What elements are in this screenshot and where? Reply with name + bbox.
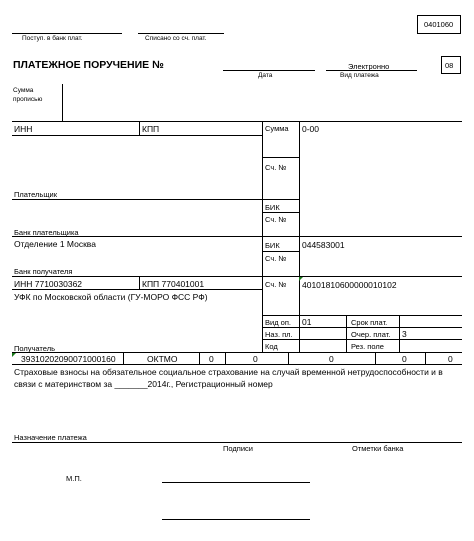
payer-kpp-label: КПП [142, 124, 160, 134]
amount-words-label: Сумма прописью [13, 87, 43, 103]
signature-line-2 [162, 519, 310, 520]
stamp-label: М.П. [66, 474, 82, 483]
reserve-label: Рез. поле [351, 342, 384, 351]
payer-inn-label: ИНН [14, 124, 33, 134]
grid-line-payer-bottom [12, 199, 300, 200]
payer-bank-bik-label: БИК [265, 203, 280, 212]
payment-type-label: Вид платежа [340, 72, 379, 79]
purpose-code-label: Наз. пл. [265, 330, 293, 339]
tax-row-marker [12, 353, 16, 357]
date-label: Дата [258, 72, 273, 79]
grid-line-payee-inn-bottom [12, 289, 262, 290]
deadline-label: Срок плат. [351, 318, 388, 327]
grid-line-payee-bank-bottom [12, 276, 462, 277]
payee-bank-account-label: Сч. № [265, 254, 287, 263]
grid-vline-right [299, 121, 300, 352]
grid-line-tax-bottom [12, 364, 462, 365]
code-label: Код [265, 342, 278, 351]
purpose-text: Страховые взносы на обязательное социальное страхование на случай временной нетрудоспособности и в связи с материнством за _______2014г., Регистрационный номер [14, 367, 443, 389]
priority-value: 3 [402, 329, 407, 339]
grid-line-bik1 [262, 212, 300, 213]
grid-vline-payee-kpp [139, 276, 140, 289]
payee-bank-label: Банк получателя [14, 267, 73, 276]
payee-kpp: КПП 770401001 [142, 279, 205, 289]
tax-field-4: 0 [402, 354, 407, 364]
tax-field-3: 0 [329, 354, 334, 364]
payee-bank-bik: 044583001 [302, 240, 345, 250]
payee-account: 40101810600000010102 [302, 280, 397, 290]
debited-line [138, 33, 224, 34]
tax-div-6 [425, 352, 426, 364]
page-title: ПЛАТЕЖНОЕ ПОРУЧЕНИЕ № [13, 59, 164, 71]
tax-div-2 [199, 352, 200, 364]
purpose-bottom-line [12, 442, 462, 443]
grid-line-sum-bottom [262, 157, 300, 158]
form-code: 0401060 [424, 20, 454, 29]
grid-line-vidop-top [262, 315, 462, 316]
signatures-label: Подписи [223, 444, 253, 453]
tax-kbk: 39310202090071000160 [21, 354, 116, 364]
payee-name: УФК по Московской области (ГУ-МОРО ФСС РФ) [14, 292, 208, 302]
payee-inn: ИНН 7710030362 [14, 279, 83, 289]
tax-div-5 [375, 352, 376, 364]
purpose-label: Назначение платежа [14, 433, 87, 442]
received-label: Поступ. в банк плат. [22, 35, 83, 42]
status-code: 08 [445, 61, 454, 70]
tax-field-5: 0 [448, 354, 453, 364]
grid-line-vidop-bottom [262, 327, 462, 328]
tax-div-4 [288, 352, 289, 364]
grid-line-naz-bottom [262, 339, 462, 340]
signature-line-1 [162, 482, 310, 483]
bank-marks-label: Отметки банка [352, 444, 404, 453]
grid-line-top [12, 121, 462, 122]
op-type-value: 01 [302, 317, 312, 327]
amount-value: 0-00 [302, 124, 320, 134]
tax-oktmo: ОКТМО [147, 354, 178, 364]
tax-div-3 [225, 352, 226, 364]
grid-vline-center [262, 121, 263, 352]
grid-line-inn-bottom [12, 135, 262, 136]
grid-line-bik2 [262, 251, 300, 252]
grid-line-payee-bottom [12, 352, 462, 353]
grid-line-payer-bank-bottom [12, 236, 462, 237]
date-line [223, 70, 315, 71]
grid-vline-kpp [139, 121, 140, 135]
payer-account-label: Сч. № [265, 163, 287, 172]
payer-bank-account-label: Сч. № [265, 215, 287, 224]
amount-words-divider [62, 84, 63, 121]
debited-label: Списано со сч. плат. [145, 35, 207, 42]
payee-label: Получатель [14, 344, 55, 353]
tax-div-1 [123, 352, 124, 364]
amount-label: Сумма [265, 124, 289, 133]
tax-field-1: 0 [209, 354, 214, 364]
payee-bank-bik-label: БИК [265, 241, 280, 250]
tax-field-2: 0 [253, 354, 258, 364]
received-line [12, 33, 122, 34]
payer-bank-label: Банк плательщика [14, 228, 79, 237]
payment-type-line [326, 70, 417, 71]
grid-vline-code2 [399, 315, 400, 352]
grid-vline-code [346, 315, 347, 352]
payment-type-value: Электронно [348, 62, 390, 71]
payee-bank-name: Отделение 1 Москва [14, 239, 96, 249]
priority-label: Очер. плат. [351, 330, 391, 339]
payee-account-label: Сч. № [265, 280, 287, 289]
op-type-label: Вид оп. [265, 318, 291, 327]
payer-label: Плательщик [14, 190, 57, 199]
